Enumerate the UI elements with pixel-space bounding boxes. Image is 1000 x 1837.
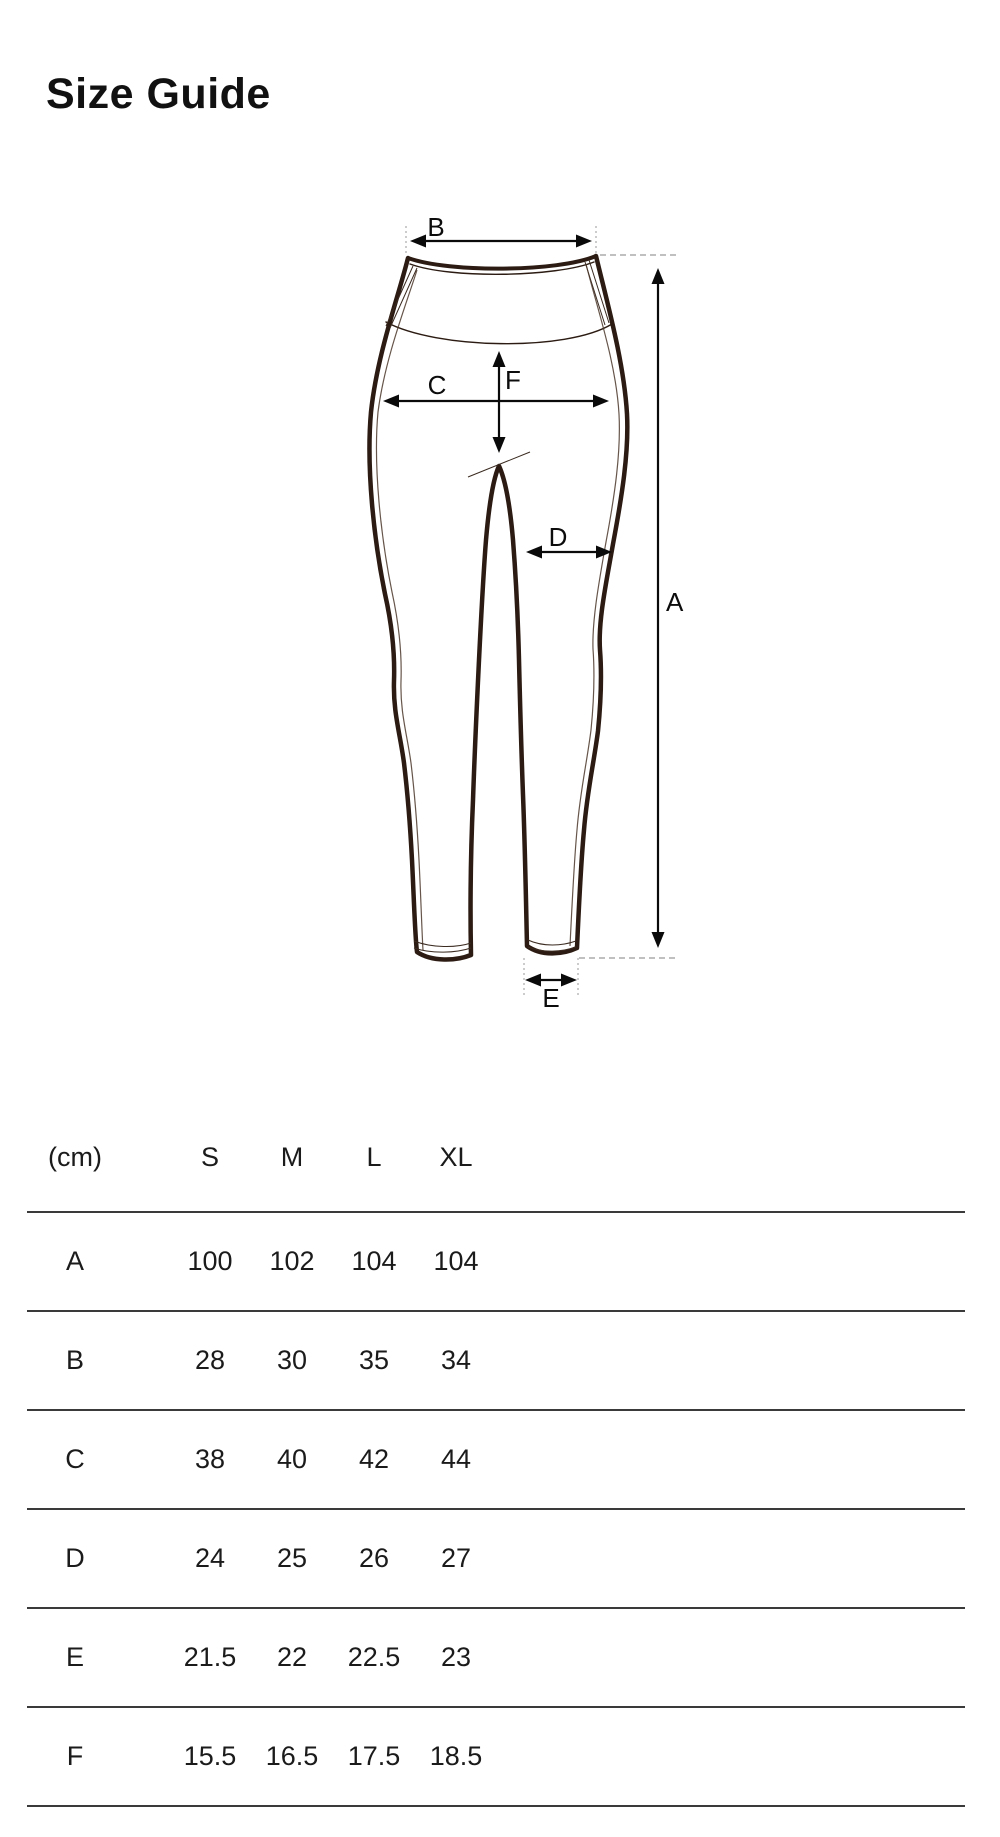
spacer-cell (123, 1509, 169, 1608)
measure-arrow-d (526, 522, 612, 559)
size-value: 34 (440, 1345, 472, 1375)
measure-label-d: D (548, 522, 568, 552)
measure-row-label: E (65, 1642, 84, 1672)
table-row-c (27, 1410, 965, 1509)
measure-label-c: C (427, 370, 447, 400)
table-row-a (27, 1212, 965, 1311)
size-value: 23 (440, 1642, 472, 1672)
measure-row-label: B (65, 1345, 84, 1375)
size-value: 17.5 (347, 1741, 401, 1771)
size-value: 104 (351, 1246, 397, 1276)
table-row-f (27, 1707, 965, 1806)
spacer-cell (497, 1212, 965, 1311)
size-value: 27 (440, 1543, 472, 1573)
measure-row-label: F (66, 1741, 84, 1771)
measure-arrow-c (383, 370, 609, 408)
size-value: 26 (358, 1543, 390, 1573)
measure-arrow-a (652, 268, 685, 948)
size-value: 44 (440, 1444, 472, 1474)
size-value: 18.5 (429, 1741, 483, 1771)
size-value: 22 (276, 1642, 308, 1672)
spacer-cell (497, 1311, 965, 1410)
size-col-header-s: S (200, 1141, 219, 1172)
measure-label-b: B (427, 212, 445, 242)
spacer-cell (497, 1509, 965, 1608)
measure-row-label: A (65, 1246, 84, 1276)
page-title: Size Guide (46, 70, 271, 118)
size-value: 15.5 (183, 1741, 237, 1771)
spacer-cell (497, 1608, 965, 1707)
spacer-cell (123, 1608, 169, 1707)
table-row-d (27, 1509, 965, 1608)
size-value: 104 (433, 1246, 479, 1276)
size-value: 102 (269, 1246, 315, 1276)
size-value: 24 (194, 1543, 226, 1573)
size-value: 25 (276, 1543, 308, 1573)
measure-label-a: A (666, 587, 684, 617)
spacer-cell (123, 1103, 169, 1212)
size-value: 40 (276, 1444, 308, 1474)
size-col-header-l: L (366, 1141, 382, 1172)
size-value: 100 (187, 1246, 233, 1276)
measure-label-e: E (542, 983, 560, 1013)
size-value: 30 (276, 1345, 308, 1375)
measure-row-label: C (65, 1444, 85, 1474)
size-value: 35 (358, 1345, 390, 1375)
spacer-cell (123, 1707, 169, 1806)
measure-label-f: F (505, 365, 521, 395)
unit-label: (cm) (48, 1141, 102, 1172)
leggings-diagram (330, 195, 700, 1025)
size-table (27, 1103, 965, 1807)
spacer-cell (123, 1410, 169, 1509)
size-value: 21.5 (183, 1642, 237, 1672)
size-value: 42 (358, 1444, 390, 1474)
measure-row-label: D (65, 1543, 85, 1573)
size-table-header-row (27, 1103, 965, 1212)
measure-arrow-e (525, 974, 577, 1014)
spacer-cell (497, 1103, 965, 1212)
size-value: 16.5 (265, 1741, 319, 1771)
spacer-cell (123, 1212, 169, 1311)
size-value: 38 (194, 1444, 226, 1474)
table-row-e (27, 1608, 965, 1707)
spacer-cell (123, 1311, 169, 1410)
spacer-cell (497, 1707, 965, 1806)
measure-arrow-b (410, 212, 592, 248)
size-value: 22.5 (347, 1642, 401, 1672)
spacer-cell (497, 1410, 965, 1509)
size-col-header-m: M (280, 1141, 304, 1172)
size-value: 28 (194, 1345, 226, 1375)
table-row-b (27, 1311, 965, 1410)
size-col-header-xl: XL (439, 1141, 473, 1172)
